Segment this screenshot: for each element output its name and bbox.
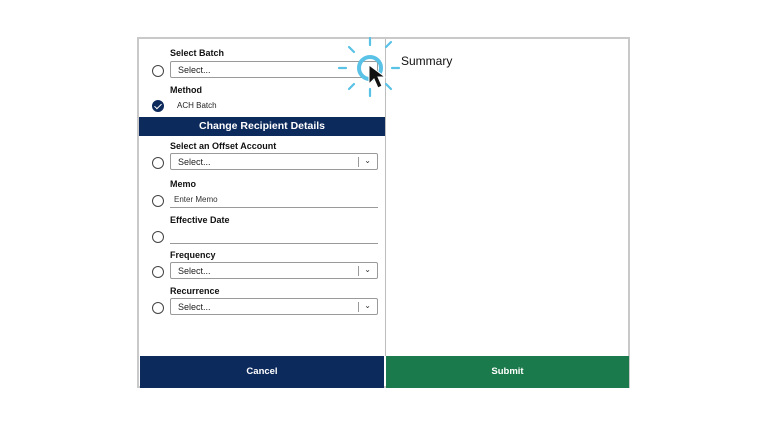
recurrence-radio[interactable] bbox=[152, 302, 164, 314]
effective-date-label: Effective Date bbox=[170, 215, 230, 225]
memo-input[interactable] bbox=[170, 192, 378, 208]
offset-account-radio[interactable] bbox=[152, 157, 164, 169]
select-batch-label: Select Batch bbox=[170, 48, 225, 58]
recurrence-value: Select... bbox=[178, 302, 211, 312]
method-label: Method bbox=[170, 85, 202, 95]
cancel-button[interactable]: Cancel bbox=[140, 356, 384, 388]
offset-account-label: Select an Offset Account bbox=[170, 141, 277, 151]
effective-date-input[interactable] bbox=[170, 228, 378, 244]
method-value: ACH Batch bbox=[177, 101, 217, 110]
frequency-radio[interactable] bbox=[152, 266, 164, 278]
recurrence-dropdown[interactable] bbox=[170, 298, 378, 315]
select-batch-value: Select... bbox=[178, 65, 211, 75]
offset-account-value: Select... bbox=[178, 157, 211, 167]
dropdown-separator bbox=[358, 266, 359, 276]
chevron-down-icon: ⌄ bbox=[364, 156, 371, 165]
memo-label: Memo bbox=[170, 179, 197, 189]
offset-account-dropdown[interactable] bbox=[170, 153, 378, 170]
frequency-dropdown[interactable] bbox=[170, 262, 378, 279]
submit-button[interactable]: Submit bbox=[386, 356, 629, 388]
summary-column bbox=[386, 39, 628, 356]
section-header: Change Recipient Details bbox=[139, 117, 385, 136]
memo-placeholder: Enter Memo bbox=[174, 195, 218, 204]
summary-title: Summary bbox=[401, 54, 453, 68]
select-batch-radio[interactable] bbox=[152, 65, 164, 77]
frequency-label: Frequency bbox=[170, 250, 216, 260]
dropdown-separator bbox=[358, 302, 359, 312]
click-highlight bbox=[335, 34, 405, 104]
memo-radio[interactable] bbox=[152, 195, 164, 207]
effective-date-radio[interactable] bbox=[152, 231, 164, 243]
method-radio[interactable] bbox=[152, 100, 164, 112]
dropdown-separator bbox=[358, 157, 359, 167]
recurrence-label: Recurrence bbox=[170, 286, 220, 296]
frequency-value: Select... bbox=[178, 266, 211, 276]
chevron-down-icon: ⌄ bbox=[364, 265, 371, 274]
chevron-down-icon: ⌄ bbox=[364, 301, 371, 310]
